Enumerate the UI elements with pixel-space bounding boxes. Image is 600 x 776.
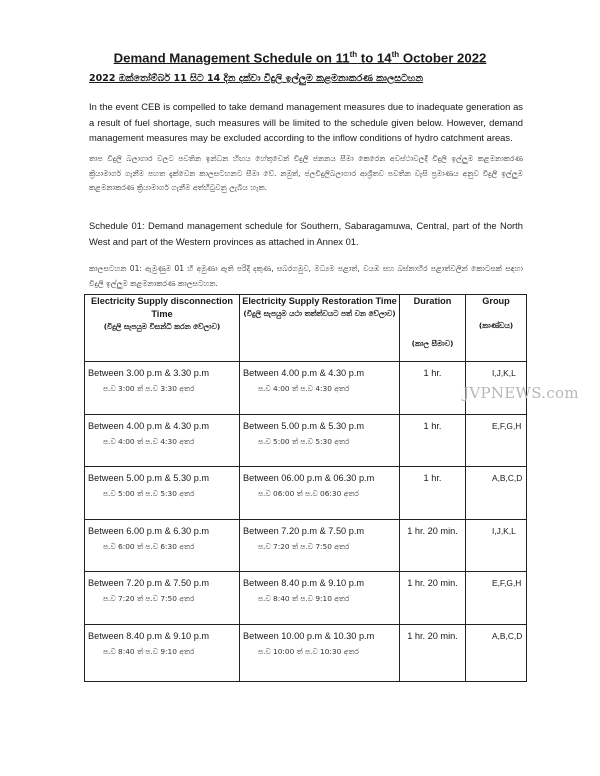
- table-body: [85, 362, 527, 682]
- duration-value: 1 hr.: [423, 368, 442, 378]
- document-title: Demand Management Schedule on 11th to 14th October 2022: [113, 50, 487, 66]
- disconnection-time-english: Between 7.20 p.m & 7.50 p.m: [88, 578, 210, 588]
- duration-value: 1 hr. 20 min.: [407, 630, 458, 641]
- duration-value: 1 hr. 20 min.: [407, 578, 458, 588]
- restoration-time-sinhala: ප.ව 8:40 ත් ප.ව 9:10 අතර: [258, 594, 350, 603]
- schedule-description-sinhala: කාලසටහන 01: ඇමුණුම 01 හි අමුණා ඇති පරිදි දකුණ, සබරගමුව, මධ්‍යම පළාත්, වයඹ සහ බස්නාහිර පළාත්වලින් කොටසක් සඳහා විදුලි ඉල්ලුම කළමනාකරණ කාලසටහන.: [89, 264, 523, 288]
- group-cell: [466, 572, 527, 625]
- table-row: [85, 362, 527, 415]
- group-cell: [466, 414, 527, 467]
- duration-value: 1 hr.: [423, 473, 442, 483]
- restoration-time-english: Between 8.40 p.m & 9.10 p.m: [243, 578, 365, 588]
- restoration-time-english: Between 7.20 p.m & 7.50 p.m: [243, 525, 365, 536]
- schedule-description-english: Schedule 01: Demand management schedule for Southern, Sabaragamuwa, Central, part of the North West and part of the Western provinces as attached in Annex 01.: [89, 220, 523, 247]
- group-value: E,F,G,H: [492, 578, 522, 588]
- intro-paragraph-english: In the event CEB is compelled to take demand management measures due to inadequate generation as a result of fuel shortage, such measures will be limited to the schedule given below. However, demand management measures may be excluded according to the inflow conditions of hydro catchment areas.: [89, 101, 523, 144]
- duration-value: 1 hr. 20 min.: [407, 525, 458, 536]
- disconnection-time-sinhala: ප.ව 6:00 ත් ප.ව 6:30 අතර: [103, 541, 195, 551]
- disconnection-time-english: Between 5.00 p.m & 5.30 p.m: [88, 473, 210, 483]
- table-row: [85, 572, 527, 625]
- disconnection-time-sinhala: ප.ව 3:00 ත් ප.ව 3:30 අතර: [103, 384, 195, 393]
- intro-paragraph-sinhala: තාප විදුලි බලාගාර වලට පවතින ඉන්ධන හිඟය හේතුවෙන් විදුලි ජනනය සීමා කෙරෙන අවස්ථාවලදී විදුලි ඉල්ලුම කළමනාකරණ ක්‍රියාමාර්ග ගැනීම පහත දැක්වෙන කාලසටහනට සීමා වේ. නමුත්, ජලවිදුලිබලාගාර ආශ්‍රිතව පවතින වැසි ප්‍රමාණය අනුව විදුලි ඉල්ලුම කළමනාකරණ ක්‍රියාමාර්ග ගැනීම අත්හිටුවනු ලැබිය හැක.: [89, 154, 523, 192]
- group-cell: [466, 624, 527, 681]
- document-subtitle-sinhala: 2022 ඔක්තෝම්බර් 11 සිට 14 දින දක්වා විදුලි ඉල්ලුම කළමනාකරණ කාලසටහන: [89, 73, 424, 84]
- group-value: A,B,C,D: [492, 473, 523, 483]
- disconnection-time-cell: [85, 362, 240, 415]
- disconnection-time-english: Between 4.00 p.m & 4.30 p.m: [88, 420, 210, 431]
- restoration-time-cell: [240, 572, 400, 625]
- restoration-time-english: Between 5.00 p.m & 5.30 p.m: [243, 420, 365, 431]
- group-value: I,J,K,L: [492, 368, 516, 378]
- restoration-time-cell: [240, 519, 400, 572]
- table-row: [85, 519, 527, 572]
- restoration-time-cell: [240, 362, 400, 415]
- restoration-time-sinhala: ප.ව 10:00 ත් ප.ව 10:30 අතර: [258, 646, 359, 656]
- restoration-time-sinhala: ප.ව 5:00 ත් ප.ව 5:30 අතර: [258, 436, 350, 446]
- disconnection-time-cell: [85, 414, 240, 467]
- restoration-time-cell: [240, 624, 400, 681]
- duration-cell: [400, 362, 466, 415]
- watermark-text: JVPNEWS.com: [463, 384, 579, 402]
- header-group: Group (කාණ්ඩය): [466, 295, 527, 362]
- header-restoration-time: Electricity Supply Restoration Time (විදුලි සැපයුම යථා තත්ත්වයට පත් වන වේලාව): [240, 295, 400, 362]
- table-header-row: [85, 295, 527, 362]
- disconnection-time-cell: [85, 572, 240, 625]
- group-value: I,J,K,L: [492, 525, 516, 536]
- duration-cell: [400, 572, 466, 625]
- disconnection-time-sinhala: ප.ව 4:00 ත් ප.ව 4:30 අතර: [103, 436, 195, 446]
- table-row: [85, 624, 527, 681]
- disconnection-time-cell: [85, 624, 240, 681]
- table-row: [85, 414, 527, 467]
- disconnection-time-english: Between 8.40 p.m & 9.10 p.m: [88, 630, 210, 641]
- header-duration: Duration (කාල සීමාව): [400, 295, 466, 362]
- restoration-time-cell: [240, 467, 400, 520]
- restoration-time-sinhala: ප.ව 7:20 ත් ප.ව 7:50 අතර: [258, 541, 350, 551]
- schedule-table: [84, 294, 527, 682]
- group-value: E,F,G,H: [492, 420, 522, 431]
- disconnection-time-sinhala: ප.ව 8:40 ත් ප.ව 9:10 අතර: [103, 646, 195, 656]
- disconnection-time-sinhala: ප.ව 7:20 ත් ප.ව 7:50 අතර: [103, 594, 195, 603]
- disconnection-time-cell: [85, 467, 240, 520]
- duration-value: 1 hr.: [423, 420, 442, 431]
- disconnection-time-english: Between 3.00 p.m & 3.30 p.m: [88, 368, 210, 378]
- restoration-time-sinhala: ප.ව 4:00 ත් ප.ව 4:30 අතර: [258, 384, 350, 393]
- restoration-time-english: Between 4.00 p.m & 4.30 p.m: [243, 368, 365, 378]
- restoration-time-cell: [240, 414, 400, 467]
- header-disconnection-time: Electricity Supply disconnection Time (විදුලි සැපයුම විසන්ධි කරන වේලාව): [85, 295, 240, 362]
- restoration-time-english: Between 10.00 p.m & 10.30 p.m: [243, 630, 375, 641]
- restoration-time-sinhala: ප.ව 06:00 ත් ප.ව 06:30 අතර: [258, 489, 359, 498]
- disconnection-time-english: Between 6.00 p.m & 6.30 p.m: [88, 525, 210, 536]
- disconnection-time-cell: [85, 519, 240, 572]
- group-cell: [466, 467, 527, 520]
- duration-cell: [400, 624, 466, 681]
- duration-cell: [400, 519, 466, 572]
- table-row: [85, 467, 527, 520]
- restoration-time-english: Between 06.00 p.m & 06.30 p.m: [243, 473, 375, 483]
- group-cell: [466, 519, 527, 572]
- disconnection-time-sinhala: ප.ව 5:00 ත් ප.ව 5:30 අතර: [103, 489, 195, 498]
- group-value: A,B,C,D: [492, 630, 523, 641]
- duration-cell: [400, 414, 466, 467]
- duration-cell: [400, 467, 466, 520]
